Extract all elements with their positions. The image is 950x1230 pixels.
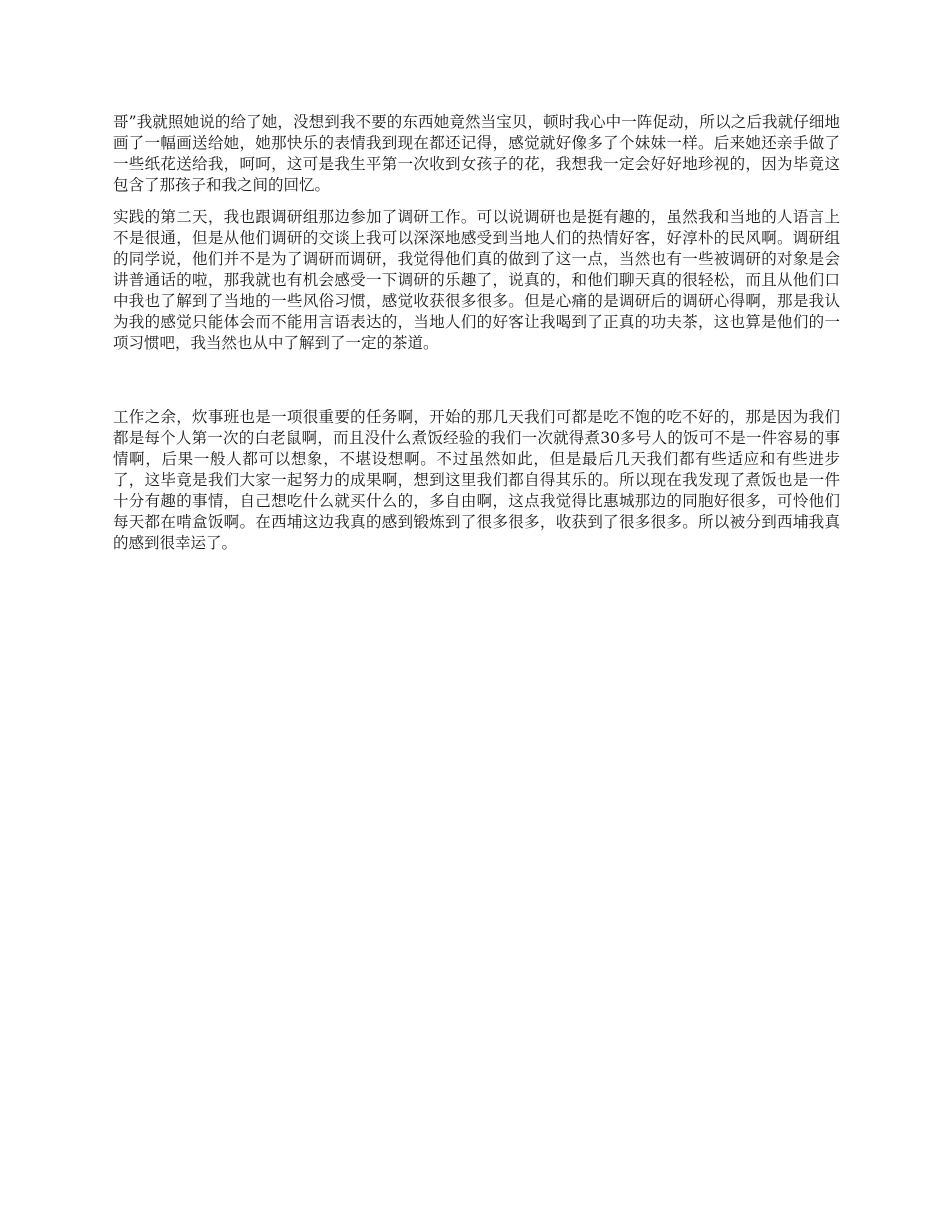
document-page — [113, 112, 840, 554]
paragraph-3: 工作之余，炊事班也是一项很重要的任务啊，开始的那几天我们可都是吃不饱的吃不好的，那是因为我们都是每个人第一次的白老鼠啊，而且没什么煮饭经验的我们一次就得煮30多号人的饭可不是一件容易的事情啊，后果一般人都可以想象，不堪设想啊。不过虽然如此，但是最后几天我们都有些适应和有些进步了，这毕竟是我们大家一起努力的成果啊，想到这里我们都自得其乐的。所以现在我发现了煮饭也是一件十分有趣的事情，自己想吃什么就买什么的，多自由啊，这点我觉得比惠城那边的同胞好很多，可怜他们每天都在啃盒饭啊。在西埔这边我真的感到锻炼到了很多很多，收获到了很多很多。所以被分到西埔我真的感到很幸运了。 — [113, 408, 840, 552]
paragraph-2: 实践的第二天，我也跟调研组那边参加了调研工作。可以说调研也是挺有趣的，虽然我和当地的人语言上不是很通，但是从他们调研的交谈上我可以深深地感受到当地人们的热情好客，好淳朴的民风啊。调研组的同学说，他们并不是为了调研而调研，我觉得他们真的做到了这一点，当然也有一些被调研的对象是会讲普通话的啦，那我就也有机会感受一下调研的乐趣了，说真的，和他们聊天真的很轻松，而且从他们口中我也了解到了当地的一些风俗习惯，感觉收获很多很多。但是心痛的是调研后的调研心得啊，那是我认为我的感觉只能体会而不能用言语表达的，当地人们的好客让我喝到了正真的功夫茶，这也算是他们的一项习惯吧，我当然也从中了解到了一定的茶道。 — [113, 208, 840, 352]
paragraph-1: 哥”我就照她说的给了她，没想到我不要的东西她竟然当宝贝，顿时我心中一阵促动，所以之后我就仔细地画了一幅画送给她，她那快乐的表情我到现在都还记得，感觉就好像多了个妹妹一样。后来她还亲手做了一些纸花送给我，呵呵，这可是我生平第一次收到女孩子的花，我想我一定会好好地珍视的，因为毕竟这包含了那孩子和我之间的回忆。 — [113, 113, 840, 194]
